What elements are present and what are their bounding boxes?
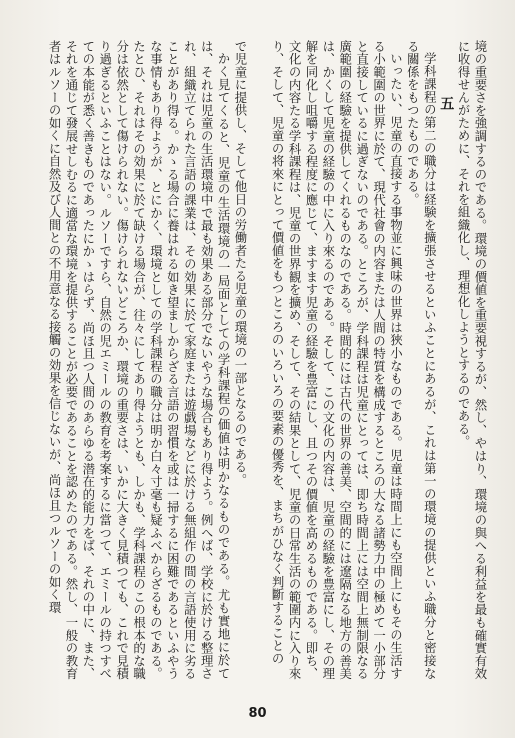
section-heading: 五 — [438, 96, 455, 111]
paragraph-continuation: 境の重要さを強調するのである。環境の價値を重要視するが、然し、やはり、環境の與へる利益を最も確實有效に收得せんがために、それを組織化し、理想化しようとするのである。 — [456, 40, 488, 680]
paragraph-environment-value: かく見てくると、児童の生活環境の一局面としての学科課程の価値は明かなるものである。尤も實地に於ては、それは児童の生活環境中で最も効果ある部分でないやうな場合もあり得よう。例へば、学校に於ける整理され、組織立てられた言語の課業は、その効果に於て家庭または遊戯場などに於ける無組作の間の言語使用に劣ることがあり得る。かゝる場合に養はれる如き望ましからざる言語の習慣を或は一掃するに困難であるといふやうな事情もあり得ようが、とにかく、環境としての学科課程の職分は明か白々寸毫も疑ふべからざるものである。たとひ、それはその効果に於て缺ける場合が、往々にしてあり得ようとも、しかも、学科課程のこの根本的な職分は依然として傷けられない。傷けられないどころか、環境の重要さは、いかに大きく見積つても、これで見積り過ぎるといふことはない。ルソーですら、自然の児エミールの教育を考案するに當つて、エミールの持つすべての本能が悉く善きものであったにかゝはらず、尚ほ且つ人間のあらゆる潜在的能力をば、それの中に、また、それを通じて發展せしむるに適當な環境を提供することが必要であることを認めたのである。然し、一般の教育者はルソーの如くに自然及び人間との不用意なる接觸の効果を信じないが、尚ほ且つルソーの如く環 — [47, 40, 232, 680]
paragraph-child-world: いったい、児童の直接する事物並に興味の世界は狹小なものである。児童は時間上にも空間上にもその生活する小範圍の世界に於て、現代社會の内容または人間の特質を構成するところの大なる諸勢力中の極めて一小部分と直接しているに過ぎないのである。ところが、学科課程は児童にとっては、即ち時間上には空間上無制限なる廣範圍の経驗を提供してくれるものなのである。時間的には古代の世界の善美、空間的には遼隔なる地方の善美は、かくして児童の経驗の中に入り來るのである。そして、この文化の内容は、児童の経驗を豊富にし、その理解を同化し咀嚼する程度に應じて、ますます児童の経驗を豊富にし、且つその價値を高めるものである。即ち、文化の内容たる学科課程は、児童の世界観を擴め、そして、その結果として、児童の日常生活の範圍内に入り來り、そして、児童の将來にとって價値をもつところのいろいろの要素の優秀を、まちがひなく判斷することの — [270, 40, 404, 680]
text-column-left — [265, 40, 488, 680]
text-column-right — [29, 40, 248, 680]
paragraph-continuation: で児童に提供し、そして他日の労働者たる児童の環境の一部となるのである。 — [233, 40, 248, 487]
page-number: 80 — [248, 706, 267, 721]
paragraph-second-function: 学科課程の第二の職分は経験を擴張させるといふことにあるが、これは第一の環境の提供といふ職分と密接なる關係をもつたものである。 — [405, 40, 438, 680]
